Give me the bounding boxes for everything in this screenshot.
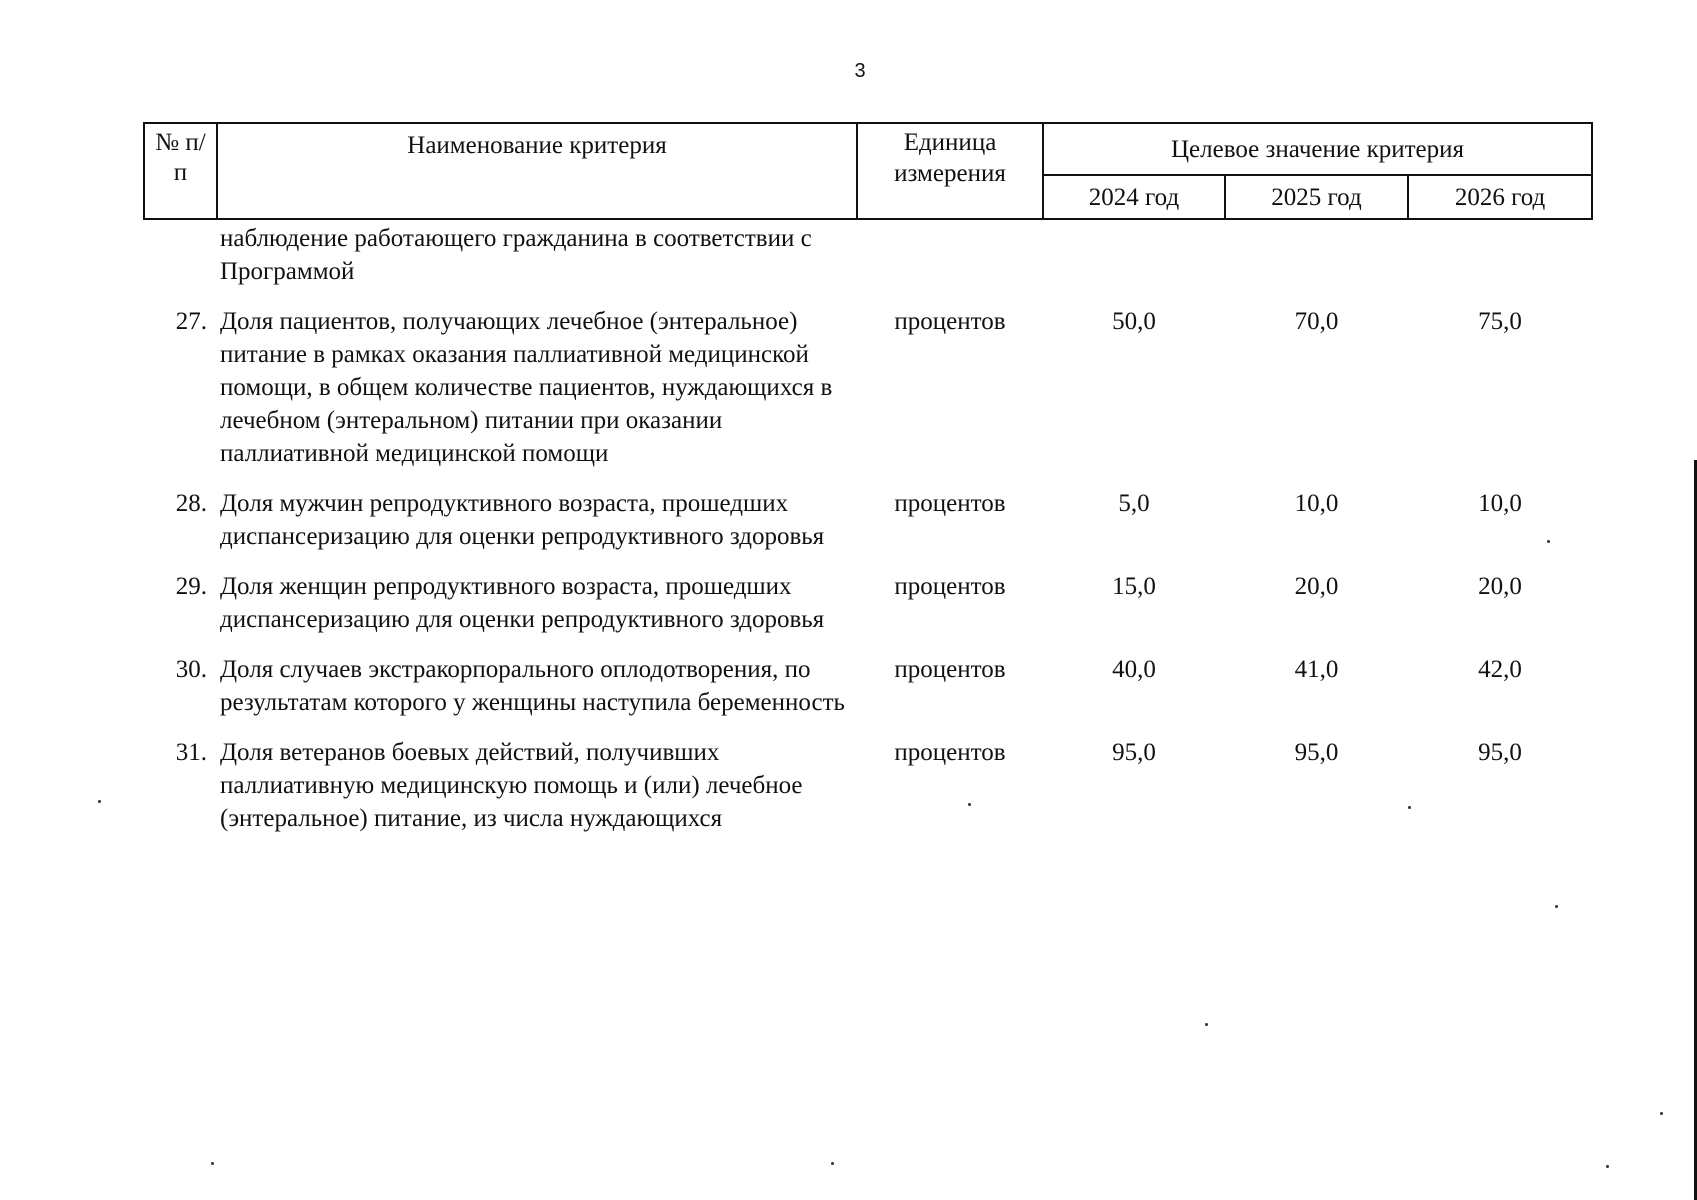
row-unit: процентов — [894, 739, 1006, 766]
table-row — [144, 470, 1592, 553]
scan-speck — [1547, 540, 1550, 543]
row-value-2025: 10,0 — [1294, 490, 1339, 517]
table-row — [144, 636, 1592, 719]
table-row — [144, 288, 1592, 470]
row-num: 27. — [175, 308, 207, 335]
header-target: Целевое значение критерия — [1043, 123, 1592, 175]
header-name: Наименование критерия — [217, 123, 857, 219]
header-num: № п/п — [144, 123, 217, 219]
row-value-2025 — [1225, 219, 1408, 288]
row-value-2024: 50,0 — [1112, 308, 1156, 335]
header-year-2024: 2024 год — [1043, 175, 1225, 219]
header-row — [144, 123, 1592, 175]
scan-speck — [1408, 806, 1411, 809]
row-value-2026 — [1408, 219, 1592, 288]
row-value-2025: 20,0 — [1294, 573, 1339, 600]
row-value-2026: 10,0 — [1478, 490, 1522, 517]
row-name: Доля пациентов, получающих лечебное (энтеральное) питание в рамках оказания паллиативной медицинской помощи, в общем количестве пациентов, нуждающихся в лечебном (энтеральном) питании при оказании паллиативной медицинской помощи — [220, 308, 833, 467]
page-number: 3 — [854, 60, 866, 82]
scan-speck — [1660, 1112, 1663, 1115]
row-value-2025: 95,0 — [1294, 739, 1339, 766]
row-unit: процентов — [894, 490, 1006, 517]
scan-speck — [1606, 1165, 1609, 1168]
row-unit — [857, 219, 1043, 288]
row-name: Доля случаев экстракорпорального оплодотворения, по результатам которого у женщины наступила беременность — [220, 656, 845, 716]
header-unit: Единица измерения — [857, 123, 1043, 219]
row-value-2024: 15,0 — [1112, 573, 1156, 600]
header-year-2026: 2026 год — [1408, 175, 1592, 219]
row-name: Доля мужчин репродуктивного возраста, прошедших диспансеризацию для оценки репродуктивного здоровья — [220, 490, 825, 550]
row-value-2026: 42,0 — [1478, 656, 1522, 683]
row-value-2025: 70,0 — [1294, 308, 1339, 335]
header-year-2025: 2025 год — [1225, 175, 1408, 219]
row-value-2026: 75,0 — [1478, 308, 1522, 335]
table-row — [144, 219, 1592, 288]
row-value-2025: 41,0 — [1294, 656, 1339, 683]
row-value-2024: 40,0 — [1112, 656, 1156, 683]
row-num: 29. — [175, 573, 207, 600]
row-unit: процентов — [894, 656, 1006, 683]
row-value-2024: 95,0 — [1112, 739, 1156, 766]
row-value-2024 — [1043, 219, 1225, 288]
scan-speck — [211, 1162, 214, 1165]
row-num: 31. — [175, 739, 207, 766]
row-name: Доля женщин репродуктивного возраста, прошедших диспансеризацию для оценки репродуктивного здоровья — [220, 573, 825, 633]
criteria-table — [143, 122, 1593, 835]
scan-speck — [1555, 905, 1558, 908]
row-num: 30. — [175, 656, 207, 683]
row-unit: процентов — [894, 573, 1006, 600]
row-value-2024: 5,0 — [1118, 490, 1150, 517]
row-num: 28. — [175, 490, 207, 517]
scan-speck — [831, 1162, 834, 1165]
scan-speck — [1205, 1023, 1208, 1026]
row-value-2026: 20,0 — [1478, 573, 1522, 600]
row-name: Доля ветеранов боевых действий, получивших паллиативную медицинскую помощь и (или) лечебное (энтеральное) питание, из числа нуждающихся — [220, 739, 803, 832]
table-row — [144, 719, 1592, 835]
row-unit: процентов — [894, 308, 1006, 335]
row-value-2026: 95,0 — [1478, 739, 1522, 766]
scan-speck — [98, 800, 101, 803]
row-num — [144, 219, 217, 288]
table-row — [144, 553, 1592, 636]
row-name: наблюдение работающего гражданина в соответствии с Программой — [220, 225, 812, 285]
scan-speck — [968, 803, 971, 806]
